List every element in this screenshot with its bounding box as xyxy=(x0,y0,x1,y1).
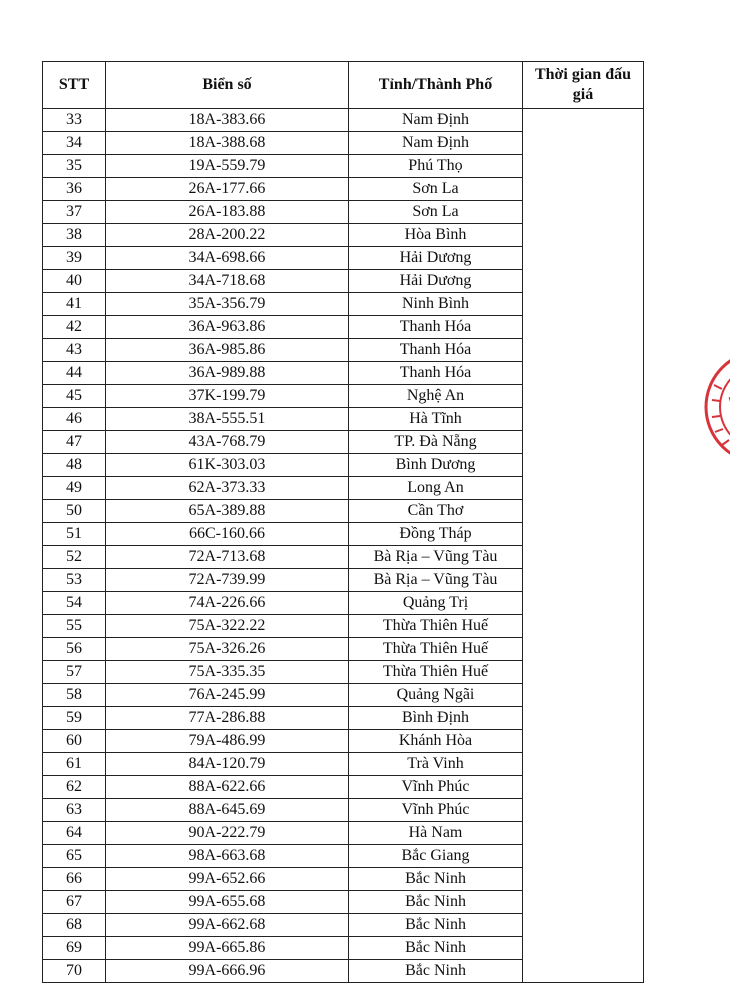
row-stt: 35 xyxy=(43,155,106,178)
row-plate: 18A-383.66 xyxy=(106,109,349,132)
row-stt: 33 xyxy=(43,109,106,132)
row-plate: 28A-200.22 xyxy=(106,224,349,247)
row-plate: 88A-645.69 xyxy=(106,799,349,822)
row-plate: 77A-286.88 xyxy=(106,707,349,730)
row-province: Bà Rịa – Vũng Tàu xyxy=(349,546,523,569)
row-plate: 79A-486.99 xyxy=(106,730,349,753)
row-province: Vĩnh Phúc xyxy=(349,776,523,799)
row-plate: 76A-245.99 xyxy=(106,684,349,707)
row-plate: 99A-652.66 xyxy=(106,868,349,891)
table-body xyxy=(43,109,644,983)
row-plate: 37K-199.79 xyxy=(106,385,349,408)
row-plate: 84A-120.79 xyxy=(106,753,349,776)
row-stt: 48 xyxy=(43,454,106,477)
row-province: Thừa Thiên Huế xyxy=(349,615,523,638)
row-stt: 50 xyxy=(43,500,106,523)
row-plate: 99A-662.68 xyxy=(106,914,349,937)
row-province: Thừa Thiên Huế xyxy=(349,661,523,684)
row-province: Khánh Hòa xyxy=(349,730,523,753)
row-province: TP. Đà Nẵng xyxy=(349,431,523,454)
row-stt: 52 xyxy=(43,546,106,569)
header-province: Tỉnh/Thành Phố xyxy=(349,62,523,109)
row-province: Thanh Hóa xyxy=(349,316,523,339)
row-stt: 69 xyxy=(43,937,106,960)
row-plate: 43A-768.79 xyxy=(106,431,349,454)
row-plate: 18A-388.68 xyxy=(106,132,349,155)
table-row xyxy=(43,109,644,132)
row-stt: 54 xyxy=(43,592,106,615)
row-plate: 90A-222.79 xyxy=(106,822,349,845)
row-plate: 88A-622.66 xyxy=(106,776,349,799)
row-province: Nam Định xyxy=(349,132,523,155)
row-plate: 66C-160.66 xyxy=(106,523,349,546)
row-stt: 58 xyxy=(43,684,106,707)
row-province: Hải Dương xyxy=(349,247,523,270)
row-province: Bình Định xyxy=(349,707,523,730)
row-province: Quảng Trị xyxy=(349,592,523,615)
row-province: Thanh Hóa xyxy=(349,339,523,362)
row-plate: 38A-555.51 xyxy=(106,408,349,431)
row-province: Hà Nam xyxy=(349,822,523,845)
row-stt: 59 xyxy=(43,707,106,730)
auction-time-cell xyxy=(523,109,644,983)
row-stt: 34 xyxy=(43,132,106,155)
row-province: Cần Thơ xyxy=(349,500,523,523)
row-province: Bắc Ninh xyxy=(349,868,523,891)
row-plate: 36A-963.86 xyxy=(106,316,349,339)
row-stt: 53 xyxy=(43,569,106,592)
row-stt: 46 xyxy=(43,408,106,431)
row-stt: 65 xyxy=(43,845,106,868)
official-seal-icon xyxy=(700,345,730,470)
row-stt: 56 xyxy=(43,638,106,661)
row-stt: 40 xyxy=(43,270,106,293)
row-province: Bắc Ninh xyxy=(349,960,523,983)
row-province: Bắc Ninh xyxy=(349,891,523,914)
header-plate: Biển số xyxy=(106,62,349,109)
row-plate: 36A-985.86 xyxy=(106,339,349,362)
row-province: Hà Tĩnh xyxy=(349,408,523,431)
row-province: Vĩnh Phúc xyxy=(349,799,523,822)
row-stt: 36 xyxy=(43,178,106,201)
row-plate: 99A-666.96 xyxy=(106,960,349,983)
row-plate: 19A-559.79 xyxy=(106,155,349,178)
row-plate: 65A-389.88 xyxy=(106,500,349,523)
row-plate: 99A-655.68 xyxy=(106,891,349,914)
row-plate: 61K-303.03 xyxy=(106,454,349,477)
row-province: Sơn La xyxy=(349,178,523,201)
row-plate: 26A-183.88 xyxy=(106,201,349,224)
row-plate: 36A-989.88 xyxy=(106,362,349,385)
row-province: Nam Định xyxy=(349,109,523,132)
row-plate: 34A-698.66 xyxy=(106,247,349,270)
row-stt: 64 xyxy=(43,822,106,845)
row-plate: 35A-356.79 xyxy=(106,293,349,316)
row-province: Bắc Ninh xyxy=(349,937,523,960)
row-stt: 60 xyxy=(43,730,106,753)
row-plate: 75A-326.26 xyxy=(106,638,349,661)
row-stt: 66 xyxy=(43,868,106,891)
row-province: Bắc Ninh xyxy=(349,914,523,937)
row-stt: 39 xyxy=(43,247,106,270)
row-province: Thanh Hóa xyxy=(349,362,523,385)
row-plate: 34A-718.68 xyxy=(106,270,349,293)
auction-table xyxy=(42,61,644,983)
row-plate: 98A-663.68 xyxy=(106,845,349,868)
row-plate: 72A-713.68 xyxy=(106,546,349,569)
row-stt: 37 xyxy=(43,201,106,224)
row-stt: 70 xyxy=(43,960,106,983)
row-province: Trà Vinh xyxy=(349,753,523,776)
row-stt: 63 xyxy=(43,799,106,822)
row-stt: 42 xyxy=(43,316,106,339)
row-stt: 62 xyxy=(43,776,106,799)
row-stt: 43 xyxy=(43,339,106,362)
row-province: Quảng Ngãi xyxy=(349,684,523,707)
row-plate: 26A-177.66 xyxy=(106,178,349,201)
row-stt: 41 xyxy=(43,293,106,316)
row-stt: 57 xyxy=(43,661,106,684)
header-time: Thời gian đấu giá xyxy=(523,62,644,109)
row-province: Bình Dương xyxy=(349,454,523,477)
row-province: Phú Thọ xyxy=(349,155,523,178)
row-stt: 67 xyxy=(43,891,106,914)
row-plate: 75A-335.35 xyxy=(106,661,349,684)
row-province: Nghệ An xyxy=(349,385,523,408)
row-stt: 55 xyxy=(43,615,106,638)
row-province: Bắc Giang xyxy=(349,845,523,868)
row-province: Đồng Tháp xyxy=(349,523,523,546)
row-province: Hòa Bình xyxy=(349,224,523,247)
row-stt: 47 xyxy=(43,431,106,454)
row-stt: 49 xyxy=(43,477,106,500)
row-plate: 75A-322.22 xyxy=(106,615,349,638)
row-province: Hải Dương xyxy=(349,270,523,293)
table-header xyxy=(43,62,644,109)
row-stt: 68 xyxy=(43,914,106,937)
row-province: Ninh Bình xyxy=(349,293,523,316)
row-plate: 72A-739.99 xyxy=(106,569,349,592)
row-province: Thừa Thiên Huế xyxy=(349,638,523,661)
row-stt: 44 xyxy=(43,362,106,385)
row-province: Long An xyxy=(349,477,523,500)
row-province: Bà Rịa – Vũng Tàu xyxy=(349,569,523,592)
row-province: Sơn La xyxy=(349,201,523,224)
row-stt: 45 xyxy=(43,385,106,408)
row-plate: 99A-665.86 xyxy=(106,937,349,960)
row-stt: 38 xyxy=(43,224,106,247)
row-plate: 62A-373.33 xyxy=(106,477,349,500)
row-stt: 61 xyxy=(43,753,106,776)
header-row xyxy=(43,62,644,109)
header-stt: STT xyxy=(43,62,106,109)
row-stt: 51 xyxy=(43,523,106,546)
row-plate: 74A-226.66 xyxy=(106,592,349,615)
